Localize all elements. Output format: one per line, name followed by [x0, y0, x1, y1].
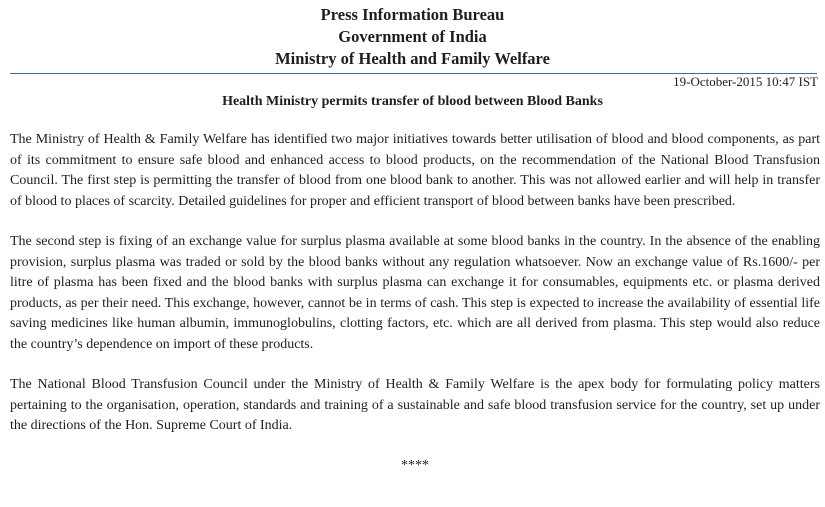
release-headline: Health Ministry permits transfer of blood between Blood Banks	[222, 94, 603, 109]
release-dateline: 19-October-2015 10:47 IST	[673, 74, 818, 89]
press-release-header	[0, 0, 825, 70]
body-paragraph-3: The National Blood Transfusion Council under the Ministry of Health & Family Welfare is the apex body for formulating policy matters pertaining to the organisation, operation, standards and training of a sustainable and safe blood transfusion service for the country, set up under the directions of the Hon. Supreme Court of India.	[10, 377, 820, 433]
header-bureau: Press Information Bureau	[320, 5, 505, 24]
body-paragraph-2: The second step is fixing of an exchange value for surplus plasma available at some blood banks in the country. In the absence of the enabling provision, surplus plasma was traded or sold by the blood banks without any regulation whatsoever. Now an exchange value of Rs.1600/- per litre of plasma has been fixed and the blood banks with surplus plasma can exchange it for consumables, equipments etc. or plasma derived products, as per their need. This exchange, however, cannot be in terms of cash. This step is expected to increase the availability of essential life saving medicines like human albumin, immunoglobulins, clotting factors, etc. which are all derived from plasma. This step would also reduce the country’s dependence on import of these products.	[10, 234, 820, 352]
end-mark: ****	[401, 457, 429, 473]
header-ministry: Ministry of Health and Family Welfare	[275, 49, 550, 68]
release-body	[10, 130, 820, 475]
body-paragraph-1: The Ministry of Health & Family Welfare has identified two major initiatives towards better utilisation of blood and blood components, as part of its commitment to ensure safe blood and enhanced access to blood products, on the recommendation of the National Blood Transfusion Council. The first step is permitting the transfer of blood from one blood bank to another. This was not allowed earlier and will help in transfer of blood to places of scarcity. Detailed guidelines for proper and efficient transport of blood between banks have been prescribed.	[10, 132, 820, 209]
header-government: Government of India	[338, 27, 487, 46]
